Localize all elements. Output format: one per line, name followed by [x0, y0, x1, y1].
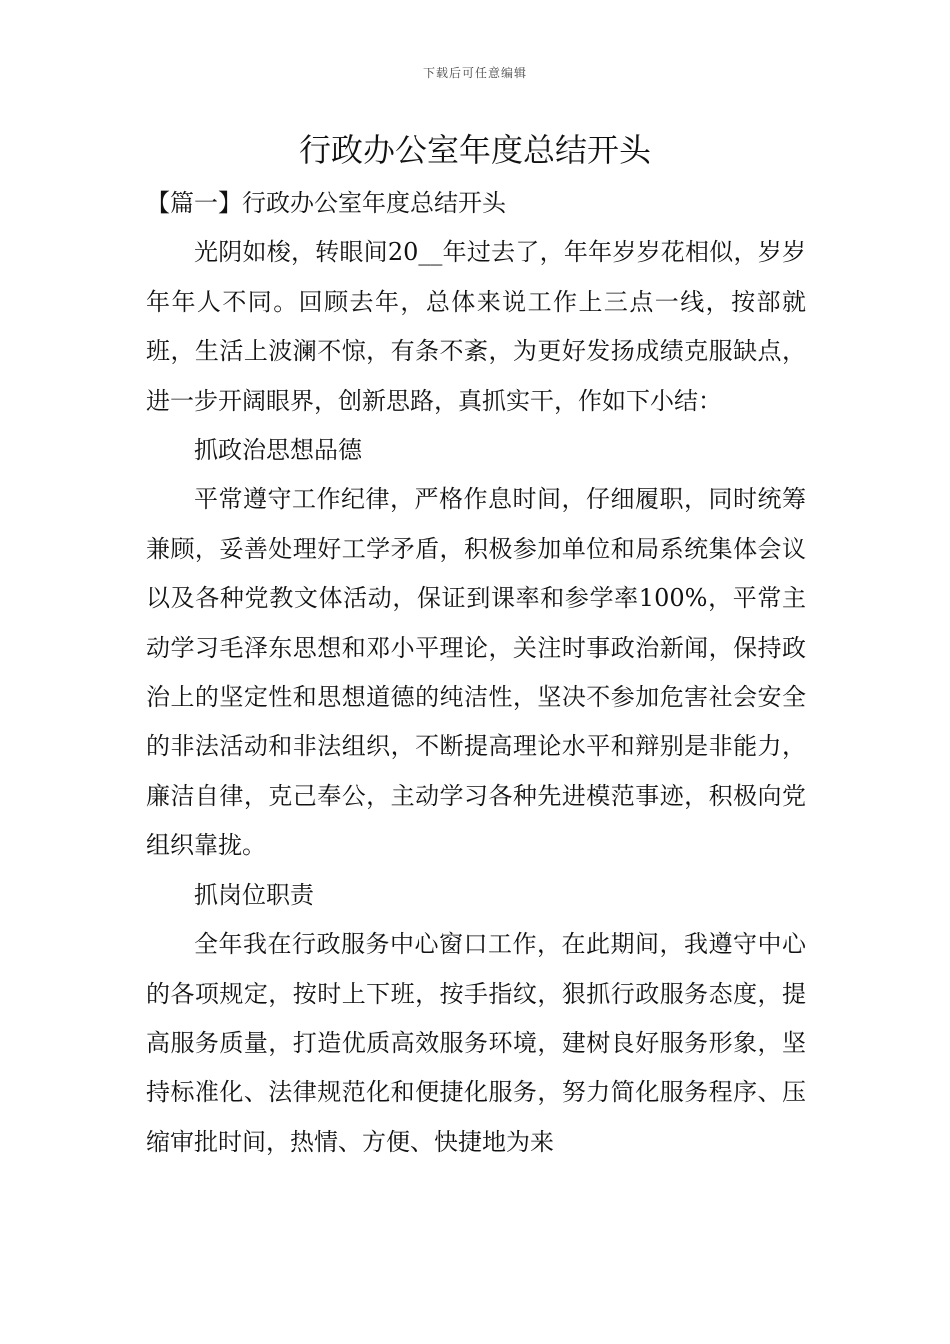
section-heading: 【篇一】行政办公室年度总结开头	[146, 189, 506, 217]
document-title: 行政办公室年度总结开头	[298, 131, 651, 169]
header-note: 下载后可任意编辑	[422, 66, 527, 80]
document-body	[146, 179, 806, 1167]
paragraph-duties: 全年我在行政服务中心窗口工作，在此期间，我遵守中心的各项规定，按时上下班，按手指纹，狠抓行政服务态度，提高服务质量，打造优质高效服务环境，建树良好服务形象，坚持标准化、法律规范化和便捷化服务，努力简化服务程序、压缩审批时间，热情、方便、快捷地为来	[146, 930, 806, 1156]
paragraph-political: 平常遵守工作纪律，严格作息时间，仔细履职，同时统筹兼顾，妥善处理好工学矛盾，积极参加单位和局系统集体会议以及各种党教文体活动，保证到课率和参学率100%，平常主动学习毛泽东思想和邓小平理论，关注时事政治新闻，保持政治上的坚定性和思想道德的纯洁性，坚决不参加危害社会安全的非法活动和非法组织，不断提高理论水平和辩别是非能力，廉洁自律，克己奉公，主动学习各种先进模范事迹，积极向党组织靠拢。	[146, 485, 806, 860]
subheading-duties: 抓岗位职责	[194, 880, 314, 909]
paragraph-intro: 光阴如梭，转眼间20__年过去了，年年岁岁花相似，岁岁年年人不同。回顾去年，总体来说工作上三点一线，按部就班，生活上波澜不惊，有条不紊，为更好发扬成绩克服缺点，进一步开阔眼界，创新思路，真抓实干，作如下小结：	[146, 238, 806, 415]
subheading-political: 抓政治思想品德	[194, 436, 362, 465]
